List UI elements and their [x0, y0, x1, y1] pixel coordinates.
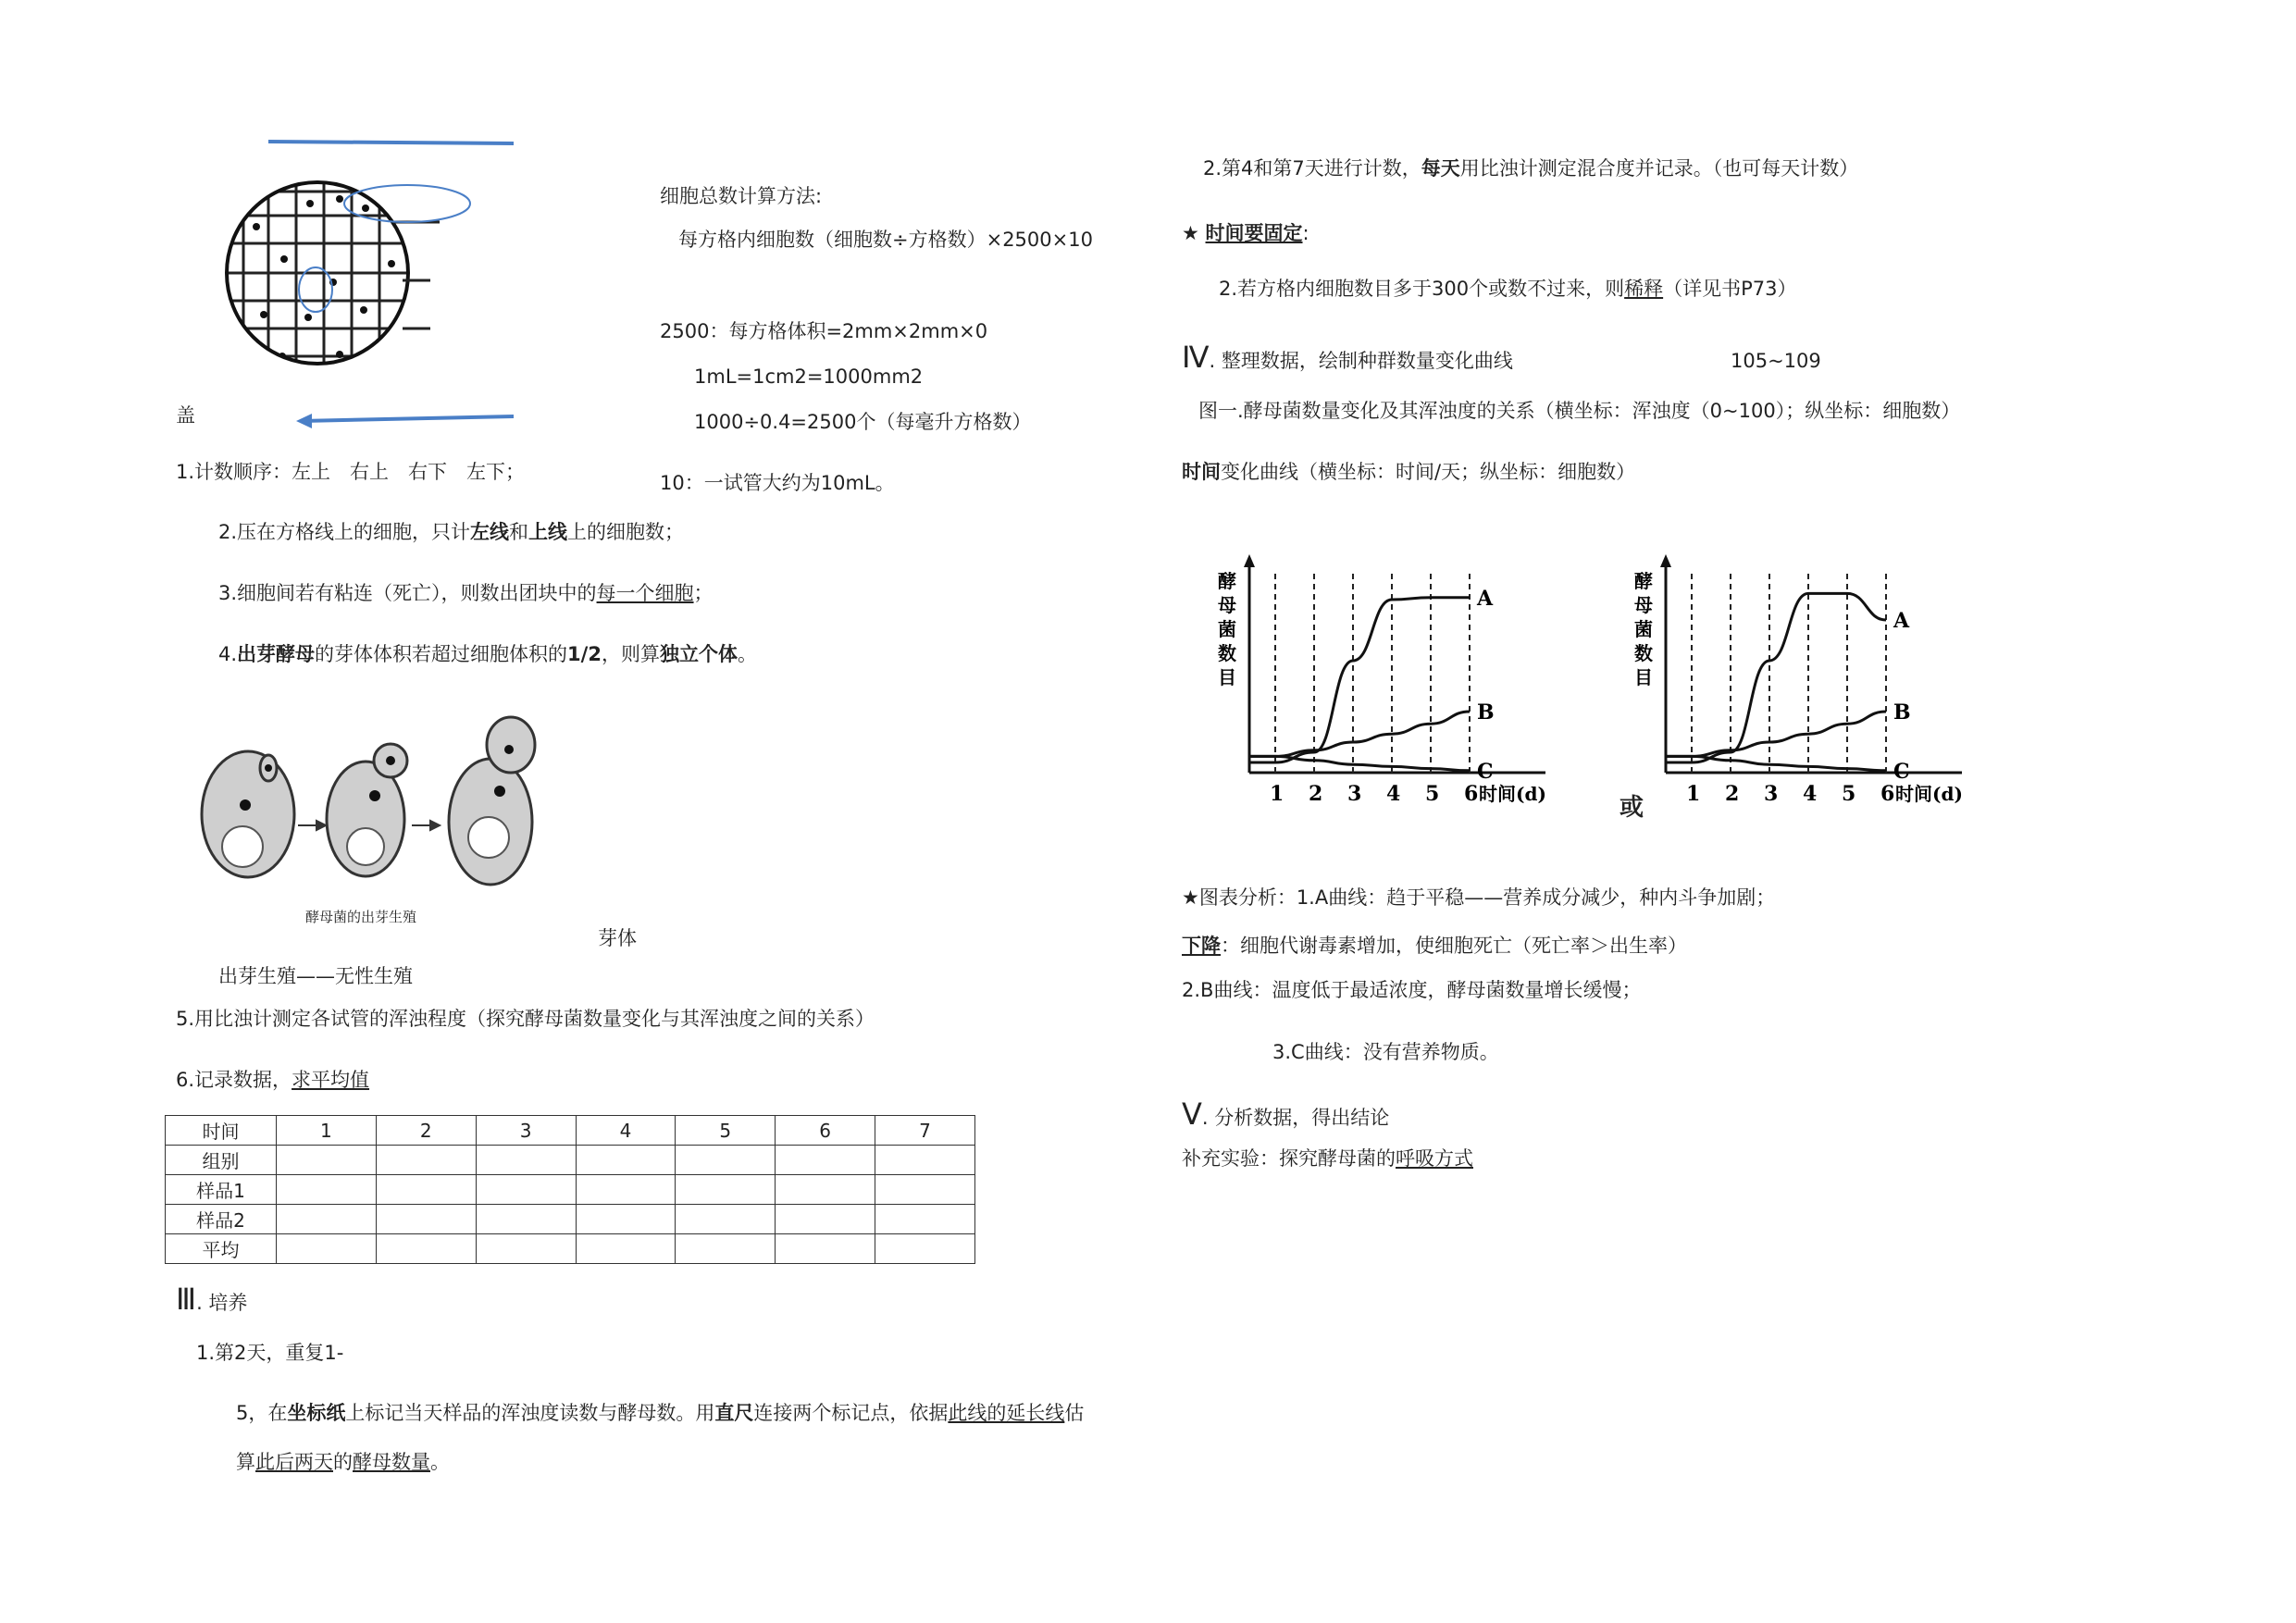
table-row — [166, 1205, 975, 1234]
x-tick-label: 1 — [1686, 782, 1701, 806]
highlight-ellipse — [344, 185, 470, 222]
row-label: 组别 — [166, 1146, 277, 1175]
series-A-label: A — [1893, 609, 1910, 633]
analysis-b: 2.B曲线：温度低于最适浓度，酵母菌数量增长缓慢； — [1182, 979, 1642, 1001]
series-C-line — [1249, 756, 1470, 770]
supplementary-experiment: 补充实验：探究酵母菌的呼吸方式 — [1182, 1147, 1473, 1170]
cover-bottom-arrow — [301, 416, 514, 421]
x-axis-label: 时间(d) — [1479, 783, 1546, 805]
series-A-line — [1249, 598, 1470, 762]
x-tick-label: 5 — [1425, 782, 1440, 806]
table-header-cell: 5 — [676, 1116, 776, 1146]
x-tick-label: 1 — [1270, 782, 1285, 806]
y-axis-label-char: 菌 — [1634, 618, 1653, 640]
table-header-cell: 7 — [875, 1116, 975, 1146]
x-tick-label: 4 — [1386, 782, 1401, 806]
x-tick-label: 6 — [1880, 782, 1895, 806]
series-B-line — [1249, 712, 1470, 756]
culture-5: 5，在坐标纸上标记当天样品的浑浊度读数与酵母数。用直尺连接两个标记点，依据此线的延长线估 — [236, 1402, 1085, 1424]
time-fixed-note: ★ 时间要固定: — [1182, 222, 1309, 244]
dilute-note: 2.若方格内细胞数目多于300个或数不过来，则稀释（详见书P73） — [1219, 278, 1797, 300]
section-3-heading: Ⅲ. 培养 — [176, 1282, 248, 1317]
y-axis-label-char: 母 — [1634, 594, 1653, 616]
series-A-label: A — [1477, 586, 1494, 611]
cover-top-arrow — [268, 142, 514, 143]
calc-title: 细胞总数计算方法: — [660, 185, 823, 207]
page-ref: 105~109 — [1731, 350, 1821, 372]
y-axis-arrow — [1244, 554, 1255, 567]
lid-label: 盖 — [176, 404, 195, 427]
series-B-label: B — [1477, 700, 1495, 725]
series-C-line — [1666, 756, 1886, 770]
x-tick-label: 3 — [1764, 782, 1779, 806]
x-tick-label: 5 — [1842, 782, 1856, 806]
rule-2: 2.压在方格线上的细胞，只计左线和上线上的细胞数； — [218, 521, 685, 543]
table-header-cell: 2 — [376, 1116, 476, 1146]
x-tick-label: 6 — [1464, 782, 1479, 806]
culture-1: 1.第2天，重复1- — [196, 1342, 344, 1364]
analysis-a: ★图表分析：1.A曲线：趋于平稳——营养成分减少，种内斗争加剧； — [1182, 886, 1776, 909]
hemocytometer-diagram — [171, 134, 541, 430]
y-axis-label-char: 酵 — [1634, 570, 1653, 592]
series-C-label: C — [1477, 759, 1494, 784]
calc-1000: 1000÷0.4=2500个（每毫升方格数） — [694, 411, 1032, 433]
table-row — [166, 1175, 975, 1205]
star-icon: ★ — [1182, 222, 1199, 244]
y-axis-label-char: 菌 — [1218, 618, 1236, 640]
series-A-line — [1666, 593, 1886, 762]
rule-1: 1.计数顺序：左上 右上 右下 左下； — [176, 461, 526, 483]
analysis-decline: 下降：细胞代谢毒素增加，使细胞死亡（死亡率＞出生率） — [1182, 935, 1687, 957]
item-5: 5.用比浊计测定各试管的浑浊程度（探究酵母菌数量变化与其浑浊度之间的关系） — [176, 1008, 875, 1030]
figure-1-caption: 图一.酵母菌数量变化及其浑浊度的关系（横坐标：浑浊度（0~100）；纵坐标：细胞数） — [1198, 400, 1961, 422]
budding-caption: 酵母菌的出芽生殖 — [305, 909, 417, 925]
x-tick-label: 2 — [1309, 782, 1323, 806]
table-row — [166, 1146, 975, 1175]
row-label: 样品2 — [166, 1205, 277, 1234]
table-header-cell: 3 — [476, 1116, 576, 1146]
analysis-c: 3.C曲线：没有营养物质。 — [1272, 1041, 1499, 1063]
y-axis-label-char: 目 — [1218, 666, 1236, 688]
table-header-cell: 时间 — [166, 1116, 277, 1146]
table-header-cell: 1 — [277, 1116, 377, 1146]
rule-3: 3.细胞间若有粘连（死亡），则数出团块中的每一个细胞； — [218, 582, 714, 604]
y-axis-label-char: 酵 — [1218, 570, 1236, 592]
x-axis-label: 时间(d) — [1895, 783, 1963, 805]
culture-5-cont: 算此后两天的酵母数量。 — [236, 1451, 450, 1473]
grid-squares — [227, 171, 412, 375]
budding-yeast-diagram — [194, 712, 546, 898]
row-label: 样品1 — [166, 1175, 277, 1205]
calc-formula: 每方格内细胞数（细胞数÷方格数）×2500×10 — [678, 229, 1093, 251]
item-6: 6.记录数据，求平均值 — [176, 1069, 370, 1091]
table-header-cell: 6 — [776, 1116, 875, 1146]
section-5-heading: Ⅴ. 分析数据，得出结论 — [1182, 1096, 1390, 1132]
y-axis-label-char: 目 — [1634, 666, 1653, 688]
calc-2500: 2500：每方格体积=2mm×2mm×0 — [660, 320, 988, 342]
arrow-head — [296, 414, 312, 428]
section-4-heading: Ⅳ. 整理数据，绘制种群数量变化曲线 — [1182, 340, 1513, 375]
table-header-cell: 4 — [576, 1116, 676, 1146]
budding-repro: 出芽生殖——无性生殖 — [218, 965, 413, 987]
series-C-label: C — [1893, 759, 1910, 784]
y-axis-label-char: 数 — [1218, 642, 1236, 664]
y-axis-label-char: 数 — [1634, 642, 1653, 664]
calc-10: 10：一试管大约为10mL。 — [660, 472, 895, 494]
series-B-label: B — [1893, 700, 1911, 725]
bud-label: 芽体 — [598, 927, 637, 949]
calc-ml: 1mL=1cm2=1000mm2 — [694, 365, 924, 388]
x-tick-label: 4 — [1803, 782, 1818, 806]
growth-curve-chart-1 — [1203, 541, 1638, 828]
growth-curve-chart-2 — [1620, 541, 2054, 828]
count-schedule: 2.第4和第7天进行计数，每天用比浊计测定混合度并记录。（也可每天计数） — [1203, 157, 1859, 180]
y-axis-arrow — [1660, 554, 1671, 567]
x-tick-label: 2 — [1725, 782, 1740, 806]
x-tick-label: 3 — [1347, 782, 1362, 806]
data-record-table — [165, 1115, 975, 1264]
series-B-line — [1666, 712, 1886, 756]
y-axis-label-char: 母 — [1218, 594, 1236, 616]
row-label: 平均 — [166, 1234, 277, 1264]
time-curve-caption: 时间变化曲线（横坐标：时间/天；纵坐标：细胞数） — [1182, 461, 1636, 483]
table-row — [166, 1116, 975, 1146]
or-label: 或 — [1620, 794, 1644, 822]
table-row — [166, 1234, 975, 1264]
rule-4: 4.出芽酵母的芽体体积若超过细胞体积的1/2，则算独立个体。 — [218, 643, 757, 665]
